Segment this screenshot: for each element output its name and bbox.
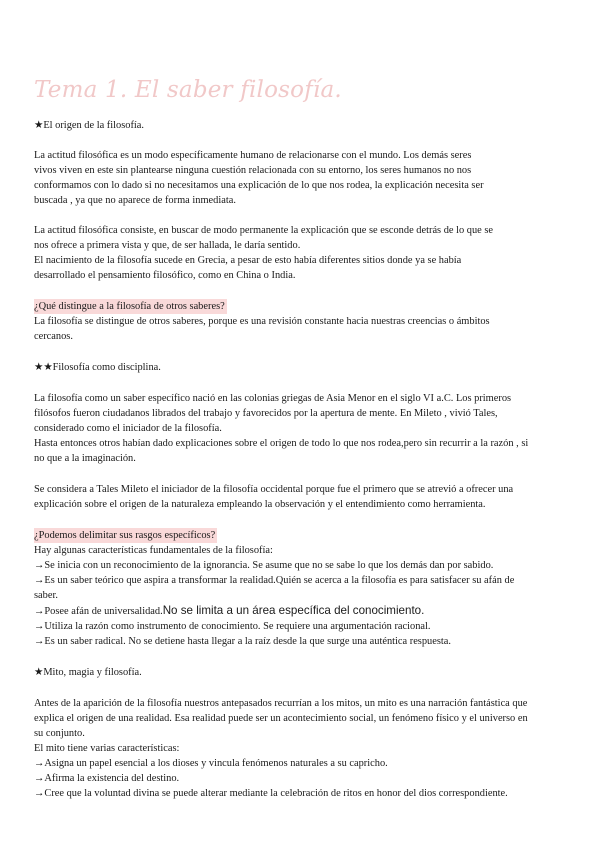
list-item-lead: →Posee afán de universalidad. (34, 606, 163, 617)
list-item: →Es un saber radical. No se detiene hasta llegar a la raíz desde la que surge una auténtica respuesta. (34, 636, 451, 647)
list-item (34, 603, 550, 619)
list-item: →Asigna un papel esencial a los dioses y vincula fenómenos naturales a su capricho. (34, 758, 388, 769)
list-item: →Afirma la existencia del destino. (34, 773, 180, 784)
text-line: El nacimiento de la filosofía sucede en Grecia, a pesar de esto había diferentes sitios donde ya se había (34, 255, 462, 266)
text-line: explica el origen de una realidad. Esa realidad puede ser un acontecimiento social, un fenómeno físico y el universo en (34, 713, 528, 724)
list-item: →Es un saber teórico que aspira a transformar la realidad.Quién se acerca a la filosofía es para satisfacer su afán de (34, 575, 515, 586)
text-line: cercanos. (34, 331, 73, 342)
text-line: La actitud filosófica consiste, en buscar de modo permanente la explicación que se esconde detrás de lo que se (34, 225, 494, 236)
section-heading-mito: ★Mito, magia y filosofía. (34, 667, 142, 678)
list-item-continuation: saber. (34, 590, 58, 601)
section-heading-origen: ★El origen de la filosofía. (34, 120, 145, 131)
text-line: no que a la imaginación. (34, 453, 136, 464)
question-highlight-rasgos: ¿Podemos delimitar sus rasgos específicos? (34, 530, 216, 541)
text-line: conformamos con lo dado si no necesitamos una explicación de lo que nos rodea, la explicación necesita ser (34, 180, 484, 191)
list-item: →Utiliza la razón como instrumento de conocimiento. Se requiere una argumentación racional. (34, 621, 431, 632)
text-line: La filosofía como un saber específico nació en las colonias griegas de Asia Menor en el siglo VI a.C. Los primeros (34, 393, 512, 404)
text-line: Hay algunas características fundamentales de la filosofía: (34, 545, 273, 556)
text-line: La actitud filosófica es un modo específicamente humano de relacionarse con el mundo. Los demás seres (34, 150, 472, 161)
text-line: El mito tiene varias características: (34, 743, 180, 754)
text-line: La filosofía se distingue de otros saberes, porque es una revisión constante hacia nuestras creencias o ámbitos (34, 316, 490, 327)
text-line: buscada , ya que no aparece de forma inmediata. (34, 195, 236, 206)
text-line: considerado como el iniciador de la filosofía. (34, 423, 222, 434)
paragraph-actitud (34, 148, 550, 208)
section-heading-disciplina: ★★Filosofía como disciplina. (34, 362, 161, 373)
text-line: filósofos fueron ciudadanos librados del trabajo y favorecidos por la apertura de mente. En Mileto , vivió Tales, (34, 408, 498, 419)
question-highlight-distingue: ¿Qué distingue a la filosofía de otros saberes? (34, 301, 225, 312)
list-item-emphasis: No se limita a un área específica del conocimiento. (162, 604, 425, 617)
paragraph-mito (34, 696, 550, 801)
text-line: nos ofrece a primera vista y que, de ser hallada, le daría sentido. (34, 240, 301, 251)
list-rasgos (34, 558, 550, 649)
text-line: desarrollado el pensamiento filosófico, como en China o India. (34, 270, 296, 281)
paragraph-colonias (34, 391, 550, 466)
text-line: Antes de la aparición de la filosofía nuestros antepasados recurrían a los mitos, un mito es una narración fantástica que (34, 698, 528, 709)
paragraph-nacimiento (34, 223, 550, 283)
list-item: →Se inicia con un reconocimiento de la ignorancia. Se asume que no se sabe lo que los demás dan por sabido. (34, 560, 494, 571)
text-line: vivos viven en este sin plantearse ninguna cuestión relacionada con su entorno, los seres humanos no nos (34, 165, 472, 176)
text-line: Se considera a Tales Mileto el iniciador de la filosofía occidental porque fue el primero que se atrevió a ofrecer una (34, 484, 514, 495)
page-title: Tema 1. El saber filosofía. (34, 77, 342, 103)
text-line: Hasta entonces otros habían dado explicaciones sobre el origen de todo lo que nos rodea,pero sin recurrir a la razón , si (34, 438, 529, 449)
text-line: explicación sobre el origen de la naturaleza empleando la observación y el entendimiento como herramienta. (34, 499, 486, 510)
list-item: →Cree que la voluntad divina se puede alterar mediante la celebración de ritos en honor del dios correspondiente. (34, 788, 508, 799)
paragraph-distingue (34, 314, 550, 344)
paragraph-tales (34, 482, 550, 512)
text-line: su conjunto. (34, 728, 85, 739)
